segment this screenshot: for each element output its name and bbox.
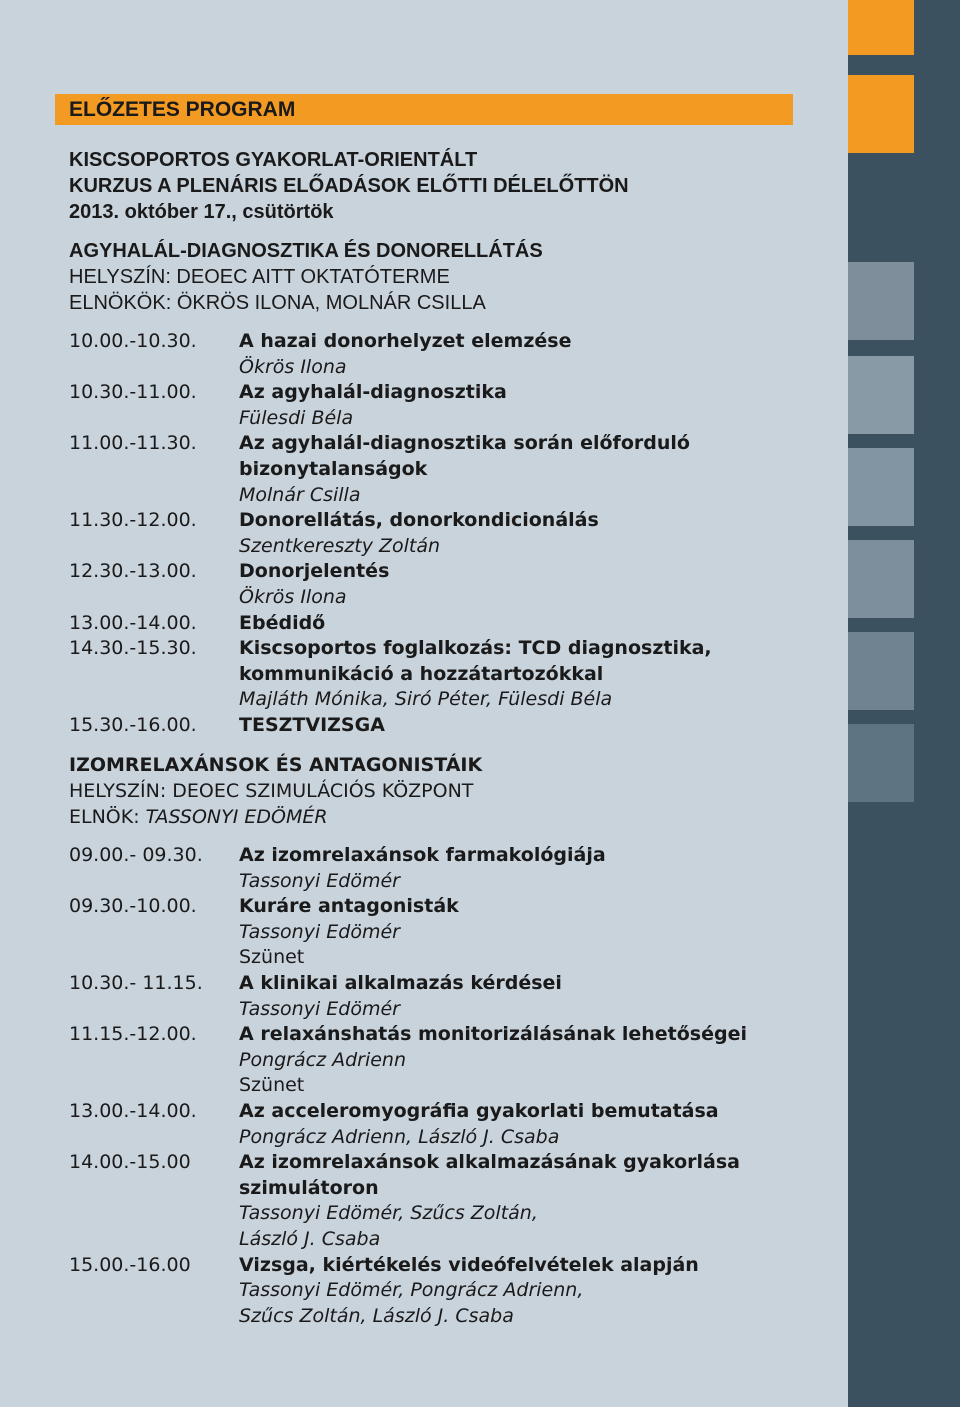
schedule-entry — [239, 431, 829, 508]
session-title: Az izomrelaxánsok farmakológiája — [239, 844, 606, 866]
schedule-time: 11.15.-12.00. — [69, 1023, 197, 1046]
schedule-entry — [239, 1022, 829, 1099]
schedule-time: 10.30.- 11.15. — [69, 971, 203, 994]
schedule-row — [69, 713, 829, 739]
schedule-time: 10.30.-11.00. — [69, 381, 197, 404]
schedule-row — [69, 636, 829, 713]
strip-block-grey — [848, 448, 914, 526]
session-title: A klinikai alkalmazás kérdései — [239, 971, 562, 994]
schedule-time: 13.00.-14.00. — [69, 611, 197, 634]
decorative-side-strip — [848, 0, 960, 1407]
session-speaker: Pongrácz Adrienn, László J. Csaba — [239, 1125, 560, 1148]
section2-chair-name: TASSONYI EDÖMÉR — [145, 806, 328, 828]
intro-block — [69, 147, 829, 225]
schedule-entry — [239, 843, 829, 894]
session-title: Az acceleromyográfia gyakorlati bemutatása — [239, 1099, 719, 1122]
section2-chair — [69, 804, 829, 830]
schedule-row — [69, 843, 829, 894]
session-title: Az agyhalál-diagnosztika során előforduló — [239, 432, 690, 455]
schedule-row — [69, 1099, 829, 1150]
session-speaker: Molnár Csilla — [239, 483, 361, 506]
section2-chair-label: ELNÖK: — [69, 806, 146, 828]
schedule-time: 09.30.-10.00. — [69, 895, 197, 918]
strip-block-grey — [848, 356, 914, 434]
session-speaker: Ökrös Ilona — [239, 585, 347, 608]
schedule-row — [69, 508, 829, 559]
session-speaker: László J. Csaba — [239, 1227, 381, 1250]
schedule-entry — [239, 713, 829, 739]
intro-date: 2013. október 17., csütörtök — [69, 201, 334, 223]
strip-block-grey — [848, 632, 914, 710]
session-title: kommunikáció a hozzátartozókkal — [239, 662, 604, 685]
schedule-time: 09.00.- 09.30. — [69, 844, 203, 866]
session-title: A hazai donorhelyzet elemzése — [239, 330, 572, 352]
program-header-title: ELŐZETES PROGRAM — [69, 98, 296, 121]
program-header-bar — [55, 94, 793, 125]
session-break: Szünet — [239, 1074, 305, 1097]
schedule-entry — [239, 329, 829, 380]
schedule-entry — [239, 559, 829, 610]
section1-chairs: ELNÖKÖK: ÖKRÖS ILONA, MOLNÁR CSILLA — [69, 292, 486, 314]
session-title: Kuráre antagonisták — [239, 895, 459, 918]
strip-block-grey — [848, 724, 914, 802]
session-speaker: Majláth Mónika, Siró Péter, Fülesdi Béla — [239, 688, 613, 711]
section2-schedule — [69, 843, 829, 1329]
session-title: Ebédidő — [239, 611, 326, 634]
session-title: szimulátoron — [239, 1176, 379, 1199]
schedule-entry — [239, 611, 829, 637]
schedule-time: 11.30.-12.00. — [69, 509, 197, 532]
session-speaker: Fülesdi Béla — [239, 406, 354, 429]
strip-block-grey — [848, 540, 914, 618]
intro-line: KISCSOPORTOS GYAKORLAT-ORIENTÁLT — [69, 149, 478, 171]
schedule-time: 15.30.-16.00. — [69, 713, 197, 736]
schedule-entry — [239, 1150, 829, 1252]
session-speaker: Tassonyi Edömér — [239, 997, 400, 1020]
strip-block-orange — [848, 75, 914, 153]
session-speaker: Tassonyi Edömér — [239, 920, 400, 943]
schedule-row — [69, 1253, 829, 1330]
session-speaker: Szűcs Zoltán, László J. Csaba — [239, 1304, 514, 1327]
strip-block-orange — [848, 0, 914, 55]
schedule-time: 10.00.-10.30. — [69, 330, 197, 352]
schedule-entry — [239, 894, 829, 971]
session-speaker: Tassonyi Edömér, Szűcs Zoltán, — [239, 1202, 538, 1225]
schedule-row — [69, 611, 829, 637]
schedule-time: 14.00.-15.00 — [69, 1151, 191, 1174]
session-break: Szünet — [239, 946, 305, 969]
session-title: Az izomrelaxánsok alkalmazásának gyakorlása — [239, 1151, 740, 1174]
strip-block-grey — [848, 262, 914, 340]
session-title: Az agyhalál-diagnosztika — [239, 381, 507, 404]
session-title: Donorjelentés — [239, 560, 390, 583]
session-speaker: Ökrös Ilona — [239, 355, 347, 378]
schedule-time: 15.00.-16.00 — [69, 1253, 191, 1276]
schedule-entry — [239, 971, 829, 1022]
session-speaker: Tassonyi Edömér — [239, 869, 400, 892]
section1-header — [69, 238, 829, 316]
session-speaker: Tassonyi Edömér, Pongrácz Adrienn, — [239, 1279, 584, 1302]
section2-venue: HELYSZÍN: DEOEC SZIMULÁCIÓS KÖZPONT — [69, 780, 474, 802]
session-title: Vizsga, kiértékelés videófelvételek alapján — [239, 1253, 699, 1276]
schedule-row — [69, 380, 829, 431]
schedule-time: 13.00.-14.00. — [69, 1099, 197, 1122]
schedule-row — [69, 971, 829, 1022]
schedule-row — [69, 431, 829, 508]
schedule-time: 12.30.-13.00. — [69, 560, 197, 583]
strip-block-slate — [848, 173, 914, 251]
session-speaker: Szentkereszty Zoltán — [239, 534, 441, 557]
section1-title: AGYHALÁL-DIAGNOSZTIKA ÉS DONORELLÁTÁS — [69, 240, 543, 262]
session-title: A relaxánshatás monitorizálásának lehetőségei — [239, 1023, 747, 1046]
schedule-entry — [239, 508, 829, 559]
schedule-entry — [239, 1099, 829, 1150]
schedule-row — [69, 894, 829, 971]
schedule-row — [69, 559, 829, 610]
section1-schedule — [69, 329, 829, 739]
session-title: bizonytalanságok — [239, 457, 428, 480]
schedule-row — [69, 1150, 829, 1252]
schedule-time: 11.00.-11.30. — [69, 432, 197, 455]
session-speaker: Pongrácz Adrienn — [239, 1048, 407, 1071]
section2-header — [69, 752, 829, 830]
session-title: TESZTVIZSGA — [239, 713, 385, 736]
section2-title: IZOMRELAXÁNSOK ÉS ANTAGONISTÁIK — [69, 754, 483, 776]
schedule-time: 14.30.-15.30. — [69, 637, 197, 660]
schedule-row — [69, 329, 829, 380]
intro-line: KURZUS A PLENÁRIS ELŐADÁSOK ELŐTTI DÉLELŐTTÖN — [69, 175, 629, 197]
schedule-entry — [239, 636, 829, 713]
section1-venue: HELYSZÍN: DEOEC AITT OKTATÓTERME — [69, 266, 450, 288]
schedule-entry — [239, 1253, 829, 1330]
schedule-row — [69, 1022, 829, 1099]
session-title: Kiscsoportos foglalkozás: TCD diagnosztika, — [239, 637, 712, 660]
session-title: Donorellátás, donorkondicionálás — [239, 509, 599, 532]
schedule-entry — [239, 380, 829, 431]
